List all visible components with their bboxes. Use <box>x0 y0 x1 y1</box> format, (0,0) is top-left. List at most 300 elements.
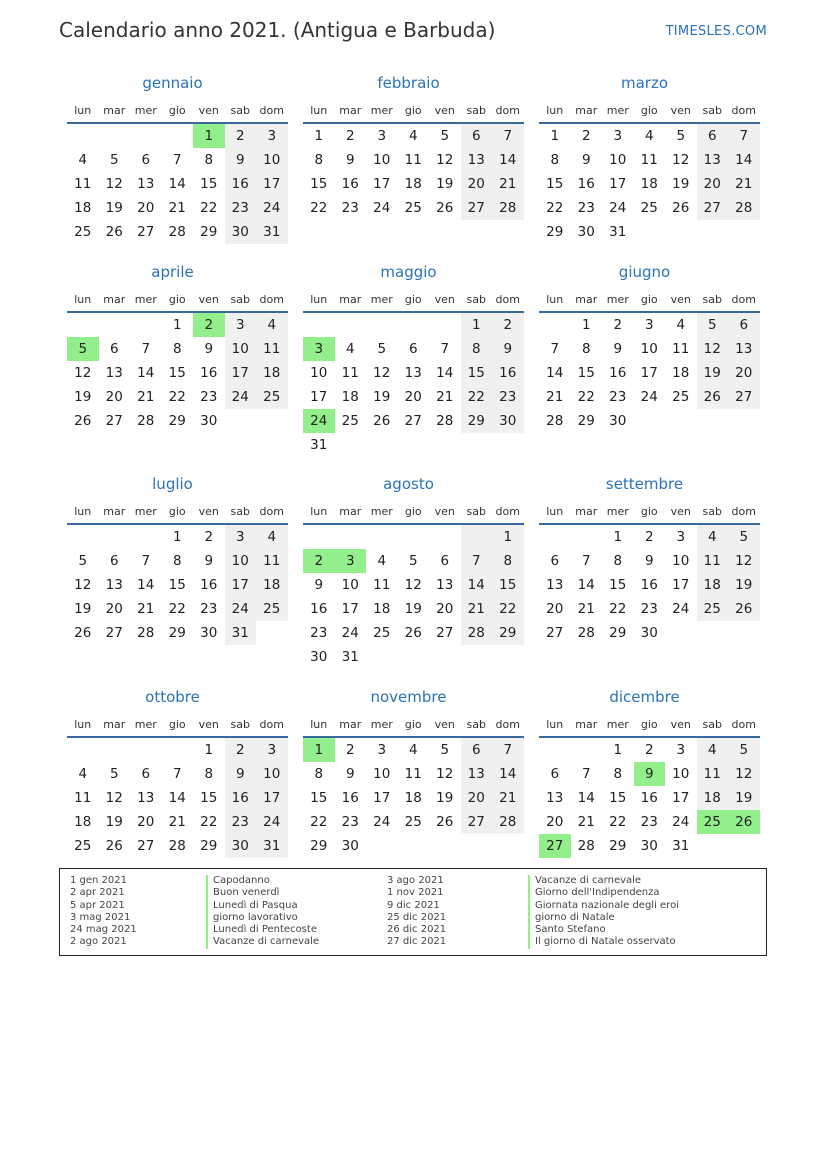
day-grid <box>303 738 524 858</box>
empty-cell <box>130 738 162 762</box>
day-cell: 16 <box>225 172 257 196</box>
day-cell: 31 <box>310 437 328 453</box>
day-cell: 11 <box>697 762 729 786</box>
day-cell: 24 <box>225 597 257 621</box>
weekday-label: dom <box>731 717 756 731</box>
day-cell: 15 <box>609 790 627 806</box>
day-cell: 26 <box>672 200 690 216</box>
day-cell: 11 <box>672 341 690 357</box>
day-cell: 8 <box>581 341 591 357</box>
day-cell: 19 <box>728 573 760 597</box>
day-cell: 18 <box>672 365 690 381</box>
day-cell: 12 <box>373 365 391 381</box>
day-cell: 28 <box>492 810 524 834</box>
day-cell: 3 <box>225 525 257 549</box>
day-cell: 15 <box>461 361 493 385</box>
weekday-label: mar <box>103 292 126 306</box>
day-cell: 22 <box>168 389 186 405</box>
day-cell: 28 <box>492 196 524 220</box>
day-cell: 6 <box>461 738 493 762</box>
weekday-header <box>539 288 760 310</box>
day-cell: 5 <box>78 553 88 569</box>
day-cell: 20 <box>546 601 564 617</box>
day-cell: 30 <box>225 220 257 244</box>
day-cell: 12 <box>74 577 92 593</box>
day-cell: 6 <box>109 341 119 357</box>
weekday-label: dom <box>259 292 284 306</box>
weekday-label: sab <box>466 292 486 306</box>
day-cell: 10 <box>310 365 328 381</box>
weekday-label: gio <box>168 504 186 518</box>
day-cell: 10 <box>225 337 257 361</box>
weekday-label: mer <box>134 103 157 117</box>
day-cell: 11 <box>697 549 729 573</box>
day-cell: 16 <box>200 365 218 381</box>
day-cell: 15 <box>310 176 328 192</box>
day-cell: 13 <box>546 790 564 806</box>
day-cell: 19 <box>436 790 454 806</box>
weekday-label: sab <box>230 717 250 731</box>
day-cell: 23 <box>640 601 658 617</box>
weekday-label: mar <box>339 292 362 306</box>
day-cell: 15 <box>546 176 564 192</box>
empty-cell <box>99 525 131 549</box>
weekday-label: ven <box>198 103 219 117</box>
day-cell: 24 <box>609 200 627 216</box>
day-cell: 12 <box>436 766 454 782</box>
weekday-label: ven <box>198 717 219 731</box>
day-cell: 20 <box>105 601 123 617</box>
day-cell: 11 <box>341 365 359 381</box>
weekday-label: ven <box>670 103 691 117</box>
day-cell: 17 <box>373 176 391 192</box>
weekday-label: sab <box>466 504 486 518</box>
day-cell: 13 <box>461 148 493 172</box>
day-cell: 23 <box>492 385 524 409</box>
weekday-label: lun <box>310 504 328 518</box>
empty-cell <box>99 124 131 148</box>
weekday-label: sab <box>702 292 722 306</box>
day-cell: 2 <box>345 742 355 758</box>
day-cell: 5 <box>697 313 729 337</box>
weekday-label: lun <box>546 504 564 518</box>
day-cell: 14 <box>492 762 524 786</box>
month-dicembre <box>539 687 760 858</box>
day-cell: 15 <box>577 365 595 381</box>
day-cell: 20 <box>461 786 493 810</box>
day-cell: 24 <box>672 814 690 830</box>
day-cell: 7 <box>141 341 151 357</box>
day-cell: 28 <box>436 413 454 429</box>
day-cell: 2 <box>644 529 654 545</box>
weekday-label: sab <box>230 103 250 117</box>
weekday-label: lun <box>74 717 92 731</box>
day-cell: 3 <box>676 742 686 758</box>
day-cell: 20 <box>546 814 564 830</box>
day-cell: 13 <box>137 790 155 806</box>
day-cell: 19 <box>74 601 92 617</box>
day-cell: 9 <box>634 762 666 786</box>
day-cell: 15 <box>310 790 328 806</box>
day-cell: 28 <box>577 838 595 854</box>
empty-cell <box>130 313 162 337</box>
day-cell: 29 <box>609 625 627 641</box>
day-cell: 22 <box>546 200 564 216</box>
day-cell: 16 <box>200 577 218 593</box>
day-cell: 25 <box>404 200 422 216</box>
month-name: febbraio <box>377 74 440 92</box>
empty-cell <box>539 525 571 549</box>
day-cell: 15 <box>168 577 186 593</box>
day-cell: 9 <box>204 553 214 569</box>
empty-cell <box>99 313 131 337</box>
day-grid <box>539 124 760 244</box>
day-cell: 20 <box>137 814 155 830</box>
weekday-label: dom <box>259 504 284 518</box>
day-cell: 29 <box>168 625 186 641</box>
day-cell: 2 <box>613 317 623 333</box>
day-cell: 9 <box>613 341 623 357</box>
day-cell: 16 <box>609 365 627 381</box>
legend-holiday-name: Capodanno <box>206 875 319 887</box>
day-cell: 20 <box>728 361 760 385</box>
weekday-label: gio <box>404 103 422 117</box>
day-cell: 30 <box>341 838 359 854</box>
day-cell: 7 <box>728 124 760 148</box>
day-cell: 13 <box>436 577 454 593</box>
weekday-label: lun <box>74 103 92 117</box>
day-cell: 27 <box>137 224 155 240</box>
day-cell: 31 <box>256 834 288 858</box>
day-cell: 6 <box>440 553 450 569</box>
day-cell: 24 <box>373 814 391 830</box>
weekday-label: ven <box>670 504 691 518</box>
legend-holiday-name: Giornata nazionale degli eroi <box>528 900 679 912</box>
weekday-label: ven <box>434 504 455 518</box>
day-cell: 21 <box>728 172 760 196</box>
weekday-label: lun <box>74 292 92 306</box>
day-cell: 18 <box>373 601 391 617</box>
day-cell: 9 <box>225 762 257 786</box>
day-cell: 4 <box>408 128 418 144</box>
day-cell: 6 <box>728 313 760 337</box>
day-cell: 4 <box>408 742 418 758</box>
day-cell: 5 <box>728 738 760 762</box>
day-cell: 2 <box>492 313 524 337</box>
empty-cell <box>67 738 99 762</box>
day-cell: 1 <box>314 128 324 144</box>
weekday-label: gio <box>640 504 658 518</box>
day-cell: 20 <box>461 172 493 196</box>
weekday-label: ven <box>670 717 691 731</box>
day-cell: 7 <box>550 341 560 357</box>
month-name: novembre <box>370 688 447 706</box>
legend-date: 3 mag 2021 <box>70 911 131 923</box>
day-cell: 10 <box>341 577 359 593</box>
day-cell: 1 <box>550 128 560 144</box>
day-cell: 14 <box>436 365 454 381</box>
weekday-label: mer <box>606 717 629 731</box>
day-cell: 4 <box>78 152 88 168</box>
day-cell: 21 <box>168 200 186 216</box>
empty-cell <box>539 313 571 337</box>
day-cell: 13 <box>728 337 760 361</box>
day-cell: 12 <box>105 790 123 806</box>
day-cell: 13 <box>137 176 155 192</box>
day-cell: 6 <box>550 766 560 782</box>
day-cell: 12 <box>436 152 454 168</box>
day-cell: 3 <box>225 313 257 337</box>
day-cell: 4 <box>676 317 686 333</box>
day-cell: 22 <box>492 597 524 621</box>
day-cell: 12 <box>728 762 760 786</box>
day-cell: 1 <box>303 738 335 762</box>
day-cell: 29 <box>577 413 595 429</box>
day-cell: 17 <box>256 172 288 196</box>
month-name: marzo <box>620 74 669 92</box>
day-cell: 2 <box>345 128 355 144</box>
day-cell: 3 <box>676 529 686 545</box>
day-cell: 20 <box>697 172 729 196</box>
day-cell: 3 <box>256 124 288 148</box>
month-maggio <box>303 262 524 457</box>
legend-date: 3 ago 2021 <box>387 875 444 886</box>
weekday-label: mer <box>606 504 629 518</box>
day-cell: 23 <box>609 389 627 405</box>
day-cell: 23 <box>341 814 359 830</box>
day-cell: 21 <box>137 389 155 405</box>
legend-date: 26 dic 2021 <box>387 924 447 936</box>
day-cell: 27 <box>137 838 155 854</box>
day-cell: 1 <box>613 742 623 758</box>
day-cell: 27 <box>404 413 422 429</box>
weekday-label: sab <box>230 292 250 306</box>
weekday-label: lun <box>546 717 564 731</box>
day-cell: 24 <box>256 196 288 220</box>
day-cell: 17 <box>256 786 288 810</box>
legend-date: 25 dic 2021 <box>387 911 447 923</box>
day-cell: 27 <box>436 625 454 641</box>
day-cell: 10 <box>609 152 627 168</box>
weekday-label: gio <box>404 717 422 731</box>
day-cell: 22 <box>461 385 493 409</box>
day-cell: 31 <box>256 220 288 244</box>
day-cell: 11 <box>74 176 92 192</box>
weekday-label: mer <box>370 504 393 518</box>
day-cell: 30 <box>609 413 627 429</box>
weekday-label: mer <box>134 292 157 306</box>
weekday-header <box>539 99 760 121</box>
day-cell: 25 <box>373 625 391 641</box>
day-cell: 25 <box>341 413 359 429</box>
weekday-header <box>303 99 524 121</box>
weekday-header <box>67 500 288 522</box>
day-cell: 17 <box>225 573 257 597</box>
day-cell: 2 <box>204 529 214 545</box>
day-cell: 4 <box>644 128 654 144</box>
day-cell: 10 <box>373 766 391 782</box>
day-cell: 9 <box>204 341 214 357</box>
weekday-label: sab <box>230 504 250 518</box>
empty-cell <box>335 525 367 549</box>
legend-date: 5 apr 2021 <box>70 899 125 911</box>
day-grid <box>67 124 288 244</box>
day-cell: 2 <box>225 124 257 148</box>
day-cell: 22 <box>200 814 218 830</box>
month-name: agosto <box>383 475 434 493</box>
legend-right-names <box>528 875 679 949</box>
day-cell: 8 <box>172 553 182 569</box>
day-cell: 6 <box>141 152 151 168</box>
day-cell: 17 <box>341 601 359 617</box>
weekday-header <box>303 500 524 522</box>
empty-cell <box>398 525 430 549</box>
day-grid <box>539 738 760 858</box>
day-cell: 18 <box>74 814 92 830</box>
weekday-label: mer <box>134 717 157 731</box>
day-cell: 18 <box>697 786 729 810</box>
day-cell: 10 <box>672 553 690 569</box>
day-cell: 11 <box>74 790 92 806</box>
day-cell: 6 <box>408 341 418 357</box>
day-cell: 26 <box>436 200 454 216</box>
legend-left-names <box>206 875 319 949</box>
empty-cell <box>99 738 131 762</box>
day-cell: 30 <box>225 834 257 858</box>
day-cell: 1 <box>193 124 225 148</box>
empty-cell <box>539 738 571 762</box>
day-cell: 11 <box>404 152 422 168</box>
day-grid <box>303 124 524 220</box>
day-cell: 13 <box>546 577 564 593</box>
day-cell: 29 <box>200 224 218 240</box>
day-cell: 25 <box>672 389 690 405</box>
day-cell: 15 <box>168 365 186 381</box>
day-cell: 20 <box>404 389 422 405</box>
month-gennaio <box>67 73 288 244</box>
day-cell: 31 <box>341 649 359 665</box>
weekday-label: dom <box>495 103 520 117</box>
day-cell: 28 <box>137 625 155 641</box>
day-cell: 20 <box>436 601 454 617</box>
weekday-label: sab <box>702 504 722 518</box>
month-name: maggio <box>380 263 437 281</box>
weekday-label: mar <box>103 103 126 117</box>
day-cell: 8 <box>613 766 623 782</box>
day-cell: 30 <box>200 413 218 429</box>
empty-cell <box>461 525 493 549</box>
day-grid <box>67 313 288 433</box>
holiday-legend <box>59 868 767 956</box>
day-cell: 21 <box>436 389 454 405</box>
weekday-label: dom <box>731 292 756 306</box>
day-cell: 3 <box>377 128 387 144</box>
weekday-label: mar <box>339 103 362 117</box>
month-name: ottobre <box>145 688 200 706</box>
day-cell: 19 <box>728 786 760 810</box>
weekday-label: dom <box>259 717 284 731</box>
day-cell: 11 <box>404 766 422 782</box>
weekday-label: mar <box>575 103 598 117</box>
day-cell: 6 <box>141 766 151 782</box>
day-cell: 12 <box>105 176 123 192</box>
day-cell: 21 <box>492 786 524 810</box>
day-cell: 1 <box>613 529 623 545</box>
empty-cell <box>571 738 603 762</box>
day-cell: 26 <box>105 838 123 854</box>
day-cell: 17 <box>672 790 690 806</box>
empty-cell <box>571 525 603 549</box>
day-cell: 7 <box>492 124 524 148</box>
day-cell: 26 <box>697 385 729 409</box>
day-cell: 9 <box>581 152 591 168</box>
day-cell: 12 <box>404 577 422 593</box>
day-cell: 17 <box>640 365 658 381</box>
day-cell: 16 <box>640 790 658 806</box>
day-cell: 5 <box>440 128 450 144</box>
weekday-label: mar <box>103 717 126 731</box>
empty-cell <box>67 313 99 337</box>
day-cell: 12 <box>74 365 92 381</box>
empty-cell <box>366 525 398 549</box>
day-cell: 7 <box>492 738 524 762</box>
weekday-label: gio <box>640 292 658 306</box>
legend-date: 2 apr 2021 <box>70 887 125 899</box>
day-cell: 26 <box>105 224 123 240</box>
weekday-label: lun <box>74 504 92 518</box>
day-cell: 16 <box>341 790 359 806</box>
day-cell: 28 <box>137 413 155 429</box>
day-grid <box>303 313 524 457</box>
weekday-header <box>539 713 760 735</box>
page-title: Calendario anno 2021. (Antigua e Barbuda) <box>59 18 496 42</box>
day-cell: 19 <box>74 389 92 405</box>
day-cell: 26 <box>404 625 422 641</box>
weekday-header <box>303 713 524 735</box>
day-cell: 13 <box>697 148 729 172</box>
day-cell: 9 <box>225 148 257 172</box>
day-cell: 14 <box>492 148 524 172</box>
day-cell: 31 <box>225 621 257 645</box>
empty-cell <box>366 313 398 337</box>
day-grid <box>67 738 288 858</box>
weekday-label: mar <box>103 504 126 518</box>
day-cell: 22 <box>577 389 595 405</box>
legend-date: 2 ago 2021 <box>70 936 127 948</box>
month-ottobre <box>67 687 288 858</box>
legend-date: 24 mag 2021 <box>70 924 137 936</box>
day-cell: 14 <box>546 365 564 381</box>
month-name: gennaio <box>142 74 203 92</box>
day-cell: 21 <box>577 814 595 830</box>
day-cell: 8 <box>492 549 524 573</box>
day-cell: 23 <box>341 200 359 216</box>
day-cell: 7 <box>581 766 591 782</box>
day-cell: 16 <box>577 176 595 192</box>
day-cell: 21 <box>577 601 595 617</box>
day-cell: 28 <box>168 224 186 240</box>
day-cell: 24 <box>640 389 658 405</box>
brand-link[interactable]: TIMESLES.COM <box>665 24 767 39</box>
day-cell: 24 <box>225 385 257 409</box>
day-cell: 1 <box>492 525 524 549</box>
day-cell: 15 <box>200 176 218 192</box>
day-cell: 7 <box>461 549 493 573</box>
weekday-header <box>67 288 288 310</box>
day-cell: 8 <box>314 152 324 168</box>
day-cell: 31 <box>609 224 627 240</box>
month-name: giugno <box>618 263 671 281</box>
